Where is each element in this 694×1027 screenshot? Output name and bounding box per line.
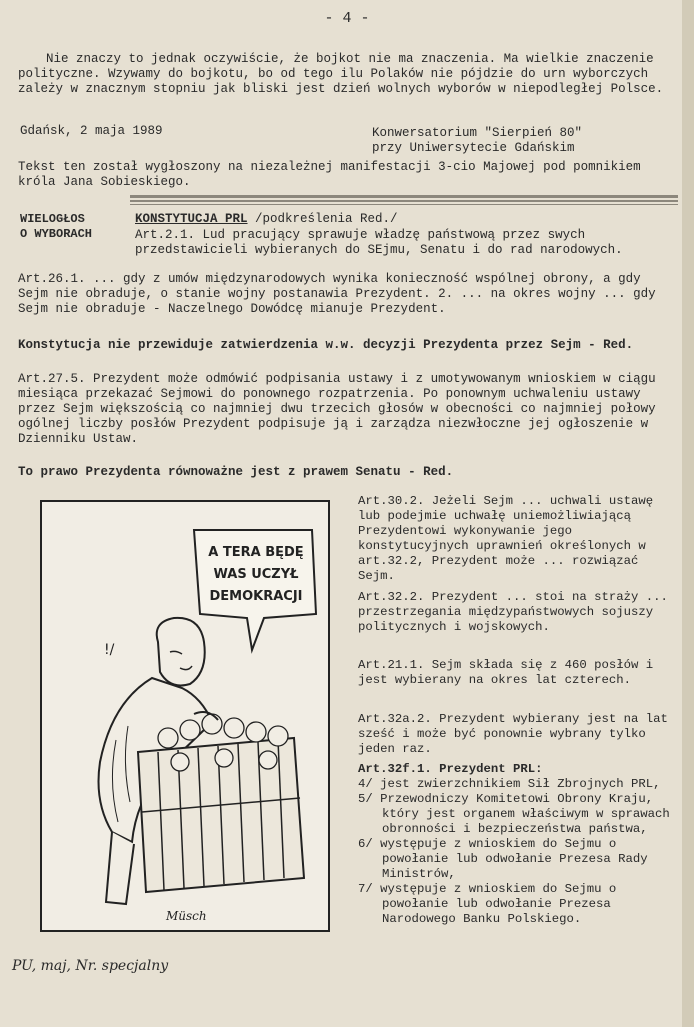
dateline: Gdańsk, 2 maja 1989: [20, 124, 163, 138]
list-item: 6/ występuje z wnioskiem do Sejmu o powołanie lub odwołanie Prezesa Rady Ministrów,: [358, 837, 648, 881]
page-edge: [682, 0, 694, 1027]
section-title-note: /podkreślenia Red./: [247, 212, 398, 226]
cartoon-signature: Müsch: [166, 909, 207, 923]
speech-line-1: A TERA BĘDĘ: [208, 545, 304, 560]
article-32a-2: Art.32a.2. Prezydent wybierany jest na lat sześć i może być ponownie wybrany tylko jeden raz.: [358, 712, 668, 756]
handwritten-note: PU, maj, Nr. specjalny: [12, 958, 169, 974]
article-21-1: Art.21.1. Sejm składa się z 460 posłów i jest wybierany na okres lat czterech.: [358, 658, 654, 687]
list-item: 5/ Przewodniczy Komitetowi Obrony Kraju, który jest organem właściwym w sprawach obronności i bezpieczeństwa państwa,: [358, 792, 670, 836]
article-32f-1: [358, 762, 680, 927]
editor-comment-2: To prawo Prezydenta równoważne jest z prawem Senatu - Red.: [18, 465, 454, 479]
speech-line-3: DEMOKRACJI: [209, 589, 303, 604]
side-heading-line-2: O WYBORACH: [20, 227, 93, 241]
article-32-2: Art.32.2. Prezydent ... stoi na straży ... przestrzegania międzypaństwowych sojuszy politycznych i wojskowych.: [358, 590, 668, 634]
page-number: - 4 -: [324, 10, 370, 27]
list-item: 4/ jest zwierzchnikiem Sił Zbrojnych PRL,: [358, 777, 661, 791]
divider-stroke: [130, 200, 678, 202]
divider-stroke: [130, 204, 678, 205]
editor-comment-1: Konstytucja nie przewiduje zatwierdzenia w.w. decyzji Prezydenta przez Sejm - Red.: [18, 338, 634, 352]
exclamation-mark: !/: [104, 642, 115, 658]
figure-legs: [106, 832, 134, 904]
side-heading: [20, 212, 92, 242]
political-cartoon: [40, 500, 330, 932]
section-title-main: KONSTYTUCJA PRL: [135, 212, 248, 226]
section-divider: [130, 192, 678, 206]
article-32f-1-list: [358, 777, 680, 927]
section-title: [135, 212, 398, 226]
article-2-1: Art.2.1. Lud pracujący sprawuje władzę państwową przez swych przedstawicieli wybieranych do SEjmu, Senatu i do rad narodowych.: [135, 228, 623, 257]
figure-head: [157, 618, 205, 686]
side-heading-line-1: WIELOGŁOS: [20, 212, 85, 226]
article-26-1: Art.26.1. ... gdy z umów międzynarodowych wynika konieczność wspólnej obrony, a gdy Sejm nie obraduje, o stanie wojny postanawia Prezydent. 2. ... na okres wojny ... gdy Sejm nie obraduje - Naczelnego Dowódcę mianuje Prezydent.: [18, 272, 656, 316]
signoff-line-2: przy Uniwersytecie Gdańskim: [372, 141, 575, 155]
cartoon-drawing: [42, 502, 328, 930]
list-item: 7/ występuje z wnioskiem do Sejmu o powołanie lub odwołanie Prezesa Narodowego Banku Polskiego.: [358, 882, 617, 926]
divider-stroke: [130, 195, 678, 198]
intro-note: Tekst ten został wygłoszony na niezależnej manifestacji 3-cio Majowej pod pomnikiem króla Jana Sobieskiego.: [18, 160, 641, 189]
signoff: [372, 126, 582, 156]
article-30-2: Art.30.2. Jeżeli Sejm ... uchwali ustawę lub podejmie uchwałę uniemożliwiającą Prezydentowi wykonywanie jego konstytucyjnych uprawnień określonych w art.32.2, Prezydent może ... rozwiązać Sejm.: [358, 494, 654, 583]
signoff-line-1: Konwersatorium "Sierpień 80": [372, 126, 583, 140]
article-27-5: Art.27.5. Prezydent może odmówić podpisania ustawy i z umotywowanym wnioskiem w ciągu miesiąca przekazać Sejmowi do ponownego rozpatrzenia. Po ponownym uchwaleniu ustawy przez Sejm większością co najmniej dwu trzecich głosów w obecności co najmniej połowy ogólnej liczby posłów Prezydent podpisuje ją i zarządza niezwłoczne jej ogłoszenie w Dzienniku Ustaw.: [18, 372, 656, 446]
article-32f-1-heading: Art.32f.1. Prezydent PRL:: [358, 762, 543, 776]
intro-paragraph: Nie znaczy to jednak oczywiście, że bojkot nie ma znaczenia. Ma wielkie znaczenie polityczne. Wzywamy do bojkotu, bo od tego ilu Polaków nie pójdzie do urn wyborczych zależy w znacznym stopniu jak bliski jest dzień wolnych wyborów w niepodległej Polsce.: [18, 52, 664, 96]
speech-line-2: WAS UCZYŁ: [213, 567, 299, 582]
